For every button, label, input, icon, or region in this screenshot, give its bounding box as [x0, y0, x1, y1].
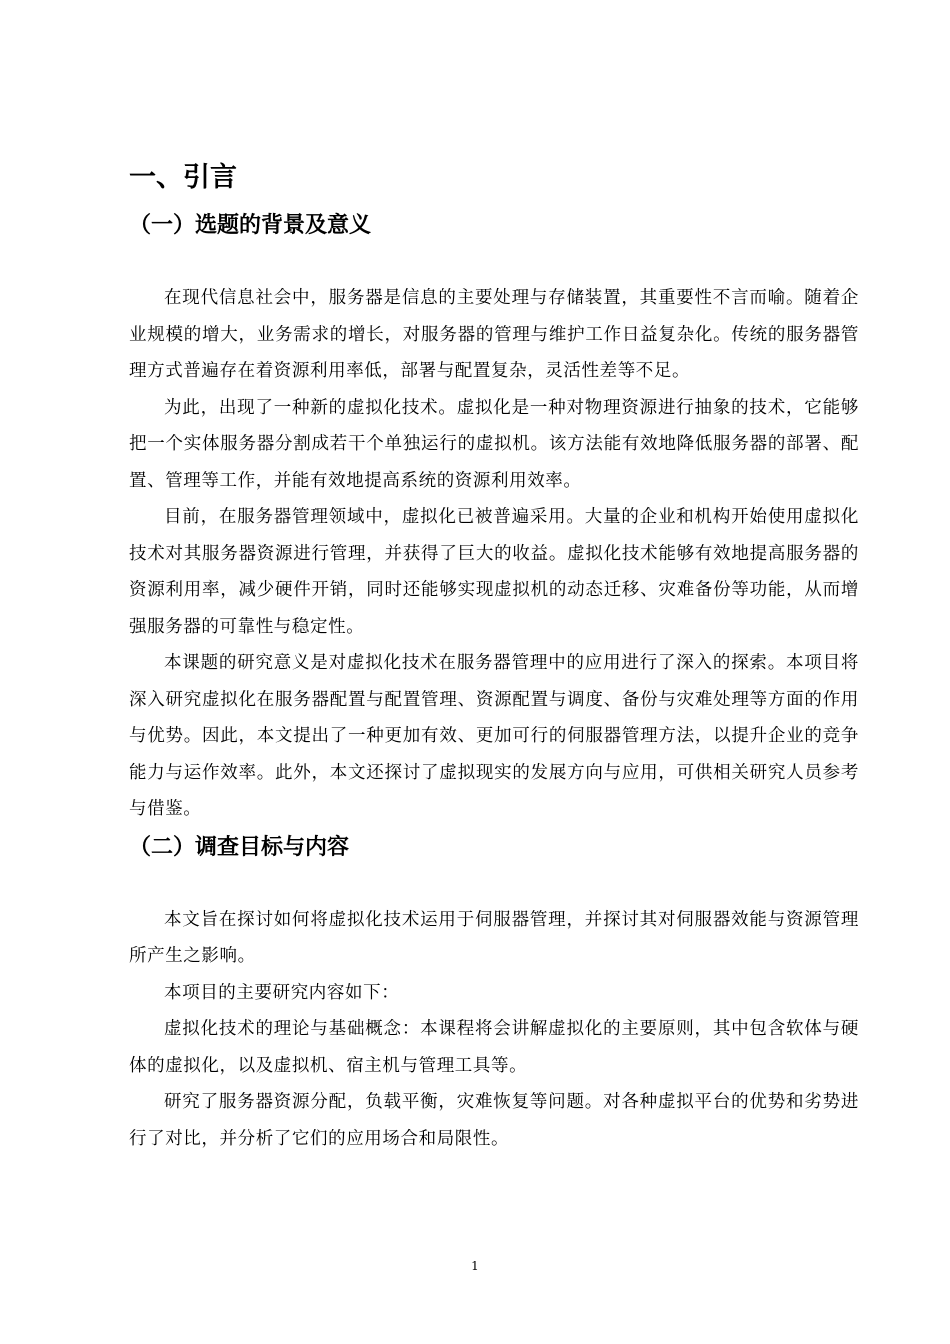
paragraph: 在现代信息社会中，服务器是信息的主要处理与存储装置，其重要性不言而喻。随着企业规模的增大，业务需求的增长，对服务器的管理与维护工作日益复杂化。传统的服务器管理方式普遍存在着资源利用率低，部署与配置复杂，灵活性差等不足。: [129, 288, 859, 381]
paragraph: 目前，在服务器管理领域中，虚拟化已被普遍采用。大量的企业和机构开始使用虚拟化技术对其服务器资源进行管理，并获得了巨大的收益。虚拟化技术能够有效地提高服务器的资源利用率，减少硬件开销，同时还能够实现虚拟机的动态迁移、灾难备份等功能，从而增强服务器的可靠性与稳定性。: [129, 507, 859, 637]
page-number: 1: [471, 1259, 479, 1273]
chapter-title: 一、引言: [129, 162, 237, 193]
page-content: [129, 150, 859, 1157]
paragraph: 虚拟化技术的理论与基础概念：本课程将会讲解虚拟化的主要原则，其中包含软体与硬体的虚拟化，以及虚拟机、宿主机与管理工具等。: [129, 1019, 859, 1076]
paragraph: 为此，出现了一种新的虚拟化技术。虚拟化是一种对物理资源进行抽象的技术，它能够把一个实体服务器分割成若干个单独运行的虚拟机。该方法能有效地降低服务器的部署、配置、管理等工作，并能有效地提高系统的资源利用效率。: [129, 397, 859, 491]
section-body-background: [129, 280, 859, 828]
section-heading-objectives: （二）调查目标与内容: [129, 834, 350, 860]
paragraph: 研究了服务器资源分配，负载平衡，灾难恢复等问题。对各种虚拟平台的优势和劣势进行了对比，并分析了它们的应用场合和局限性。: [129, 1092, 859, 1149]
paragraph: 本文旨在探讨如何将虚拟化技术运用于伺服器管理，并探讨其对伺服器效能与资源管理所产生之影响。: [129, 909, 859, 966]
section-heading-background: （一）选题的背景及意义: [129, 213, 372, 238]
paragraph: 本课题的研究意义是对虚拟化技术在服务器管理中的应用进行了深入的探索。本项目将深入研究虚拟化在服务器配置与配置管理、资源配置与调度、备份与灾难处理等方面的作用与优势。因此，本文提出了一种更加有效、更加可行的伺服器管理方法，以提升企业的竞争能力与运作效率。此外，本文还探讨了虚拟现实的发展方向与应用，可供相关研究人员参考与借鉴。: [129, 653, 859, 819]
section-body-objectives: [129, 902, 859, 1158]
paragraph: 本项目的主要研究内容如下：: [164, 982, 400, 1003]
